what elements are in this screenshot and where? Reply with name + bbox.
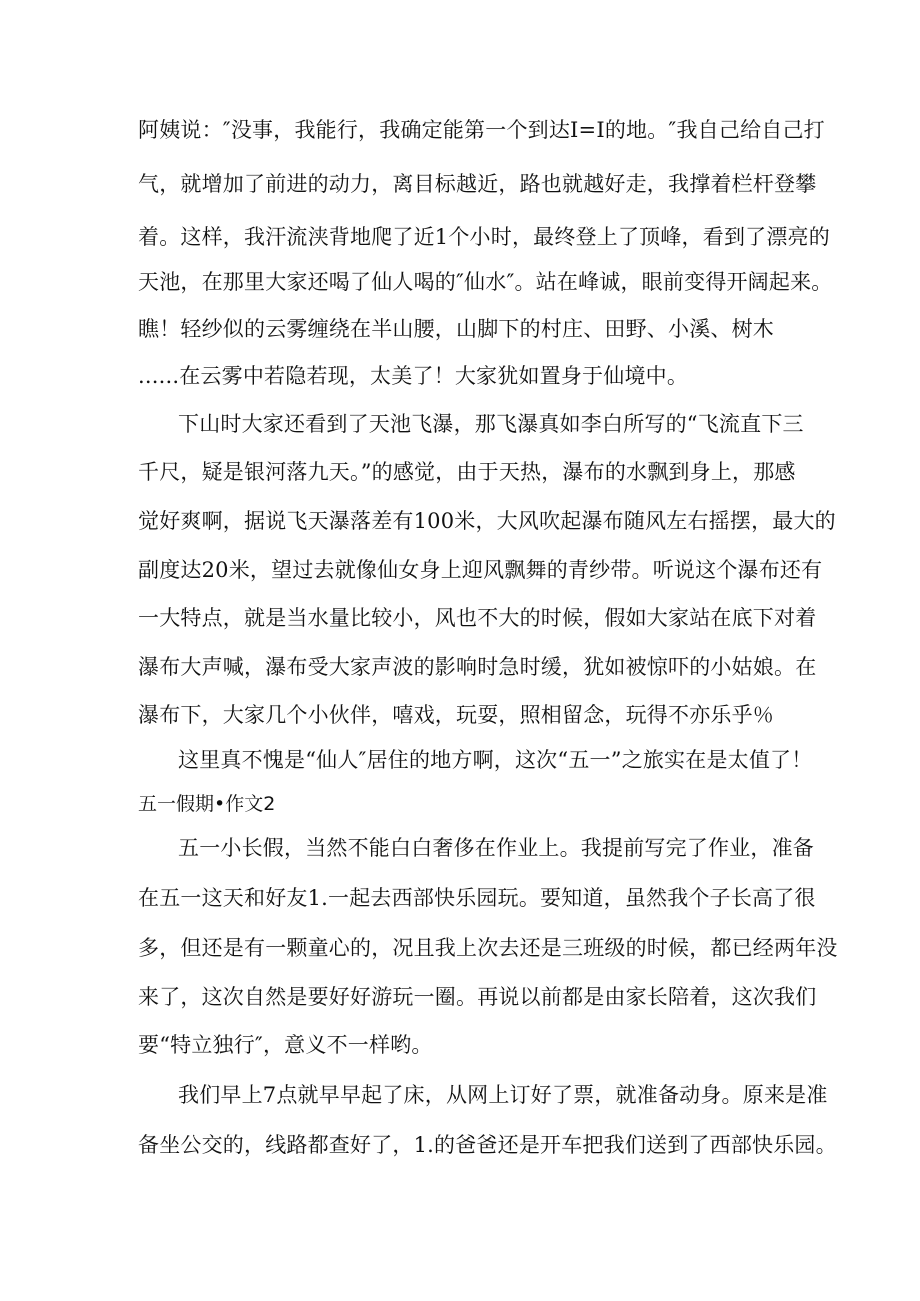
- paragraph-5-line-2: 备坐公交的，线路都查好了，1.的爸爸还是开车把我们送到了西部快乐园。: [138, 1133, 837, 1157]
- paragraph-4-line-2: 在五一这天和好友1.一起去西部快乐园玩。要知道，虽然我个子长高了很: [138, 886, 816, 910]
- paragraph-2-line-6: 瀑布大声喊，瀑布受大家声波的影响时急时缓，犹如被惊吓的小姑娘。在: [138, 655, 817, 679]
- paragraph-1-line-2: 气，就增加了前进的动力，离目标越近，路也就越好走，我撑着栏杆登攀: [138, 172, 817, 196]
- paragraph-1-line-5: 瞧！轻纱似的云雾缠绕在半山腰，山脚下的村庄、田野、小溪、树木: [138, 317, 774, 341]
- paragraph-2-line-1: 下山时大家还看到了天池飞瀑，那飞瀑真如李白所写的“飞流直下三: [178, 412, 804, 436]
- paragraph-2-line-4: 副度达20米，望过去就像仙女身上迎风飘舞的青纱带。听说这个瀑布还有: [138, 558, 823, 582]
- paragraph-4-line-1: 五一小长假，当然不能白白奢侈在作业上。我提前写完了作业，准备: [178, 836, 814, 860]
- paragraph-2-line-3: 觉好爽啊，据说飞天瀑落差有100米，大风吹起瀑布随风左右摇摆，最大的: [138, 509, 836, 533]
- paragraph-4-line-4: 来了，这次自然是要好好游玩一圈。再说以前都是由家长陪着，这次我们: [138, 985, 817, 1009]
- paragraph-2-line-7: 瀑布下，大家几个小伙伴，嘻戏，玩耍，照相留念，玩得不亦乐乎％: [138, 703, 774, 727]
- paragraph-1-line-1: 阿姨说：″没事，我能行，我确定能第一个到达I=I的地。″我自己给自己打: [138, 118, 825, 142]
- paragraph-2-line-5: 一大特点，就是当水量比较小，风也不大的时候，假如大家站在底下对着: [138, 606, 817, 630]
- paragraph-5-line-1: 我们早上7点就早早起了床，从网上订好了票，就准备动身。原来是准: [178, 1083, 828, 1107]
- paragraph-3-line-1: 这里真不愧是“仙人″居住的地方啊，这次“五一”之旅实在是太值了！: [178, 748, 813, 772]
- paragraph-2-line-2: 千尺，疑是银河落九天。”的感觉，由于天热，瀑布的水飘到身上，那感: [138, 460, 796, 484]
- paragraph-1-line-4: 天池，在那里大家还喝了仙人喝的″仙水″。站在峰诚，眼前变得开阔起来。: [138, 270, 833, 294]
- paragraph-1-line-6: ......在云雾中若隐若现，太美了！大家犹如置身于仙境中。: [138, 364, 689, 388]
- paragraph-4-line-3: 多，但还是有一颗童心的，况且我上次去还是三班级的时候，都已经两年没: [138, 936, 838, 960]
- paragraph-1-line-3: 着。这样，我汗流浃背地爬了近1个小时，最终登上了顶峰，看到了漂亮的: [138, 225, 830, 249]
- section-heading: 五一假期•作文2: [138, 793, 276, 815]
- paragraph-4-line-5: 要“特立独行″，意义不一样哟。: [138, 1033, 433, 1057]
